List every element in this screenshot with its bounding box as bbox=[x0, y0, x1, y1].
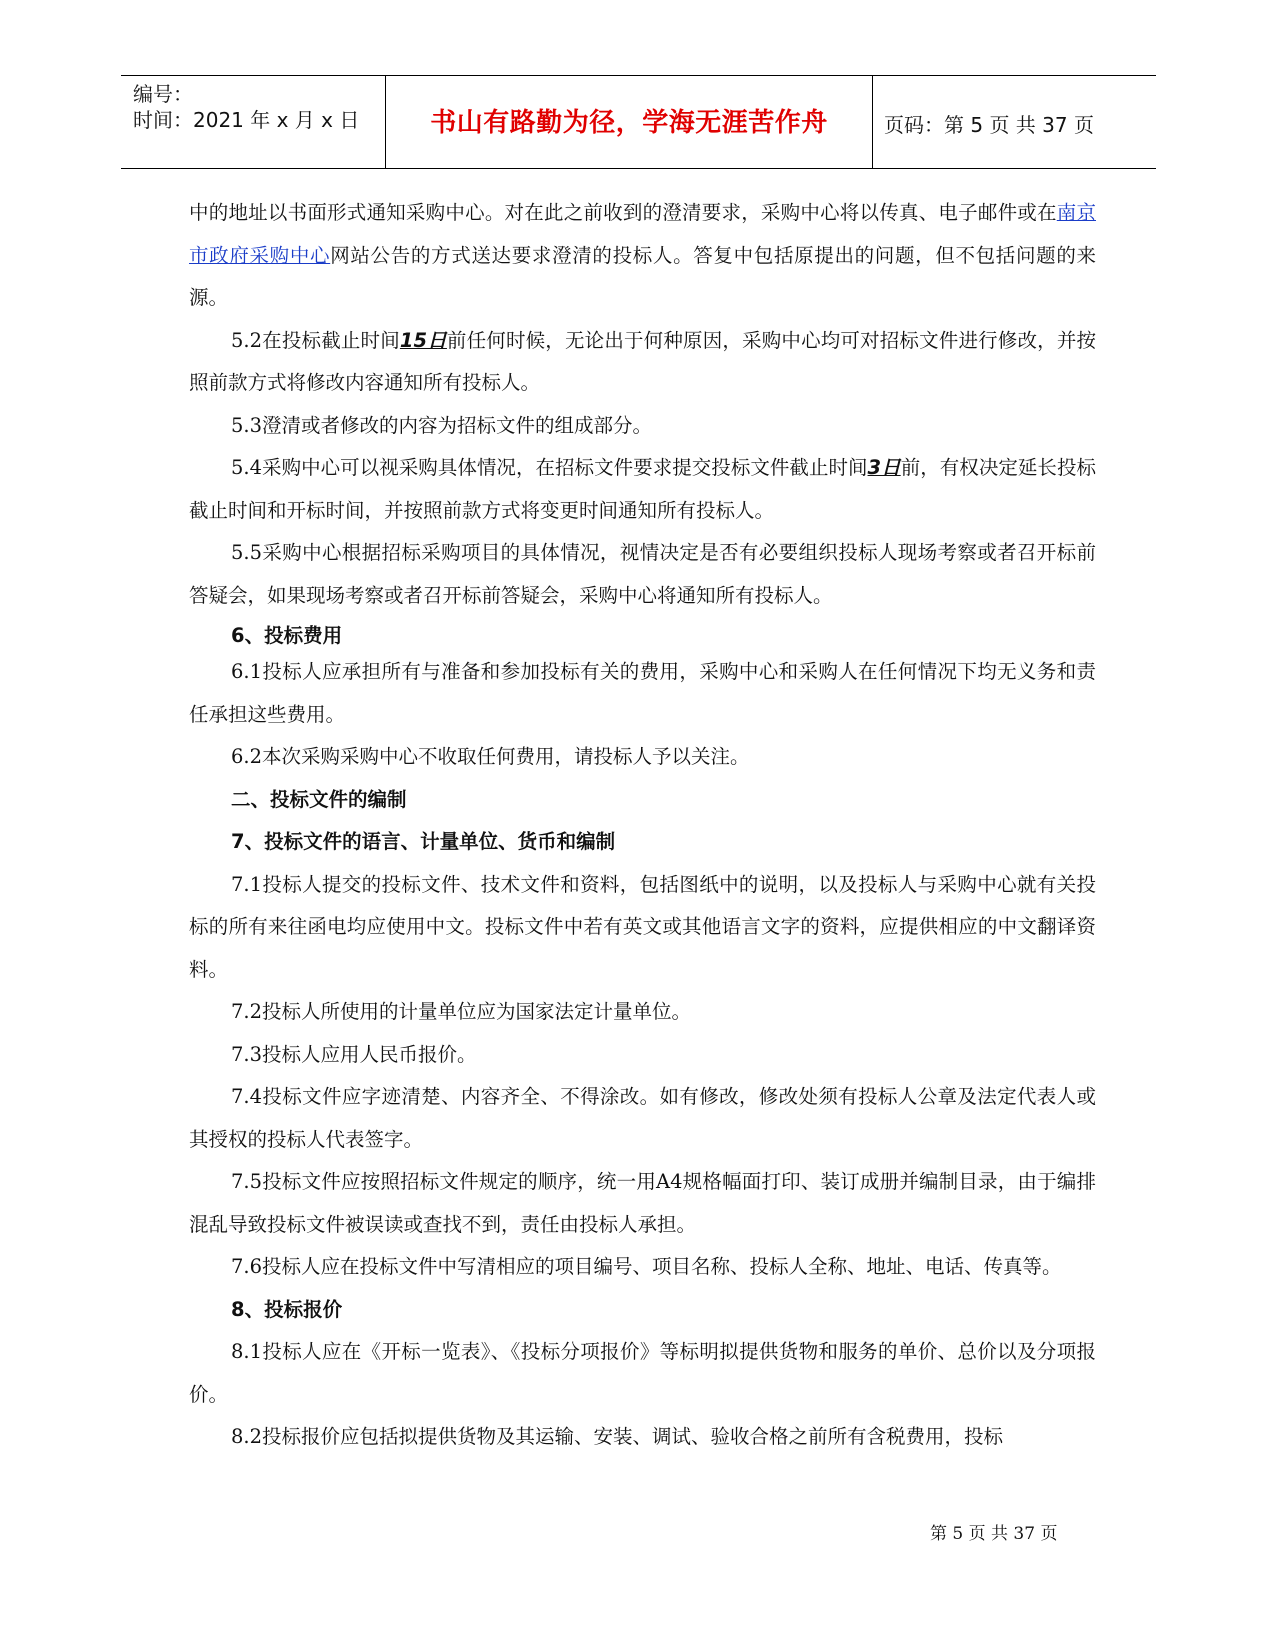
header-page-info: 页码：第 5 页 共 37 页 bbox=[884, 113, 1094, 137]
paragraph-text: 前任何时候，无论出于何种原因，采购中心均可对招标文件进行修改，并按照前款方式将修改内容通知所有投标人。 bbox=[189, 328, 1097, 394]
code-label: 编号： bbox=[133, 82, 193, 106]
paragraph-8-2: 8.2投标报价应包括拟提供货物及其运输、安装、调试、验收合格之前所有含税费用，投标 bbox=[231, 1425, 1004, 1448]
paragraph-text: 5.4采购中心可以视采购具体情况，在招标文件要求提交投标文件截止时间 bbox=[231, 456, 868, 479]
paragraph-text: 5.2在投标截止时间 bbox=[231, 328, 400, 352]
paragraph-6-2: 6.2本次采购采购中心不收取任何费用，请投标人予以关注。 bbox=[231, 745, 750, 768]
paragraph-7-3: 7.3投标人应用人民币报价。 bbox=[231, 1042, 477, 1066]
emphasis-3-days: 3日 bbox=[867, 456, 901, 479]
procurement-center-link[interactable]: 南京市政府采购中心 bbox=[189, 201, 1096, 267]
paragraph-5-2 bbox=[189, 320, 1096, 405]
paragraph-5-4 bbox=[189, 447, 1096, 532]
paragraph-5-1-continued bbox=[189, 192, 1096, 320]
paragraph-7-2: 7.2投标人所使用的计量单位应为国家法定计量单位。 bbox=[231, 1000, 692, 1023]
heading-section-2: 二、投标文件的编制 bbox=[231, 787, 407, 811]
paragraph-7-5: 7.5投标文件应按照招标文件规定的顺序，统一用A4规格幅面打印、装订成册并编制目录，由于编排混乱导致投标文件被误读或查找不到，责任由投标人承担。 bbox=[189, 1170, 1096, 1236]
header-motto-cell bbox=[385, 76, 873, 168]
paragraph-7-4: 7.4投标文件应字迹清楚、内容齐全、不得涂改。如有修改，修改处须有投标人公章及法定代表人或其授权的投标人代表签字。 bbox=[189, 1085, 1096, 1151]
document-body bbox=[189, 192, 1096, 1459]
date-label: 时间：2021 年 x 月 x 日 bbox=[133, 108, 360, 132]
motto: 书山有路勤为径，学海无涯苦作舟 bbox=[430, 108, 828, 138]
heading-8: 8、投标报价 bbox=[231, 1297, 343, 1321]
header-page-cell bbox=[872, 76, 1156, 168]
paragraph-text: 中的地址以书面形式通知采购中心。对在此之前收到的澄清要求，采购中心将以传真、电子邮件或在 bbox=[189, 201, 1057, 224]
page-footer: 第 5 页 共 37 页 bbox=[930, 1524, 1058, 1544]
paragraph-7-6: 7.6投标人应在投标文件中写清相应的项目编号、项目名称、投标人全称、地址、电话、传真等。 bbox=[231, 1255, 1062, 1278]
paragraph-5-3: 5.3澄清或者修改的内容为招标文件的组成部分。 bbox=[231, 413, 653, 437]
paragraph-7-1: 7.1投标人提交的投标文件、技术文件和资料，包括图纸中的说明，以及投标人与采购中心就有关投标的所有来往函电均应使用中文。投标文件中若有英文或其他语言文字的资料，应提供相应的中文翻译资料。 bbox=[189, 872, 1096, 981]
document-header bbox=[121, 75, 1156, 169]
paragraph-6-1: 6.1投标人应承担所有与准备和参加投标有关的费用，采购中心和采购人在任何情况下均无义务和责任承担这些费用。 bbox=[189, 660, 1096, 726]
paragraph-5-5: 5.5采购中心根据招标采购项目的具体情况，视情决定是否有必要组织投标人现场考察或者召开标前答疑会，如果现场考察或者召开标前答疑会，采购中心将通知所有投标人。 bbox=[189, 541, 1096, 607]
paragraph-text: 网站公告的方式送达要求澄清的投标人。答复中包括原提出的问题，但不包括问题的来源。 bbox=[189, 243, 1096, 309]
emphasis-15-days: 15日 bbox=[399, 328, 447, 352]
heading-6: 6、投标费用 bbox=[231, 624, 343, 647]
heading-7: 7、投标文件的语言、计量单位、货币和编制 bbox=[231, 830, 616, 853]
header-meta-cell bbox=[121, 76, 385, 168]
paragraph-text: 前，有权决定延长投标截止时间和开标时间，并按照前款方式将变更时间通知所有投标人。 bbox=[189, 456, 1096, 522]
paragraph-8-1: 8.1投标人应在《开标一览表》、《投标分项报价》等标明拟提供货物和服务的单价、总价以及分项报价。 bbox=[189, 1340, 1096, 1406]
